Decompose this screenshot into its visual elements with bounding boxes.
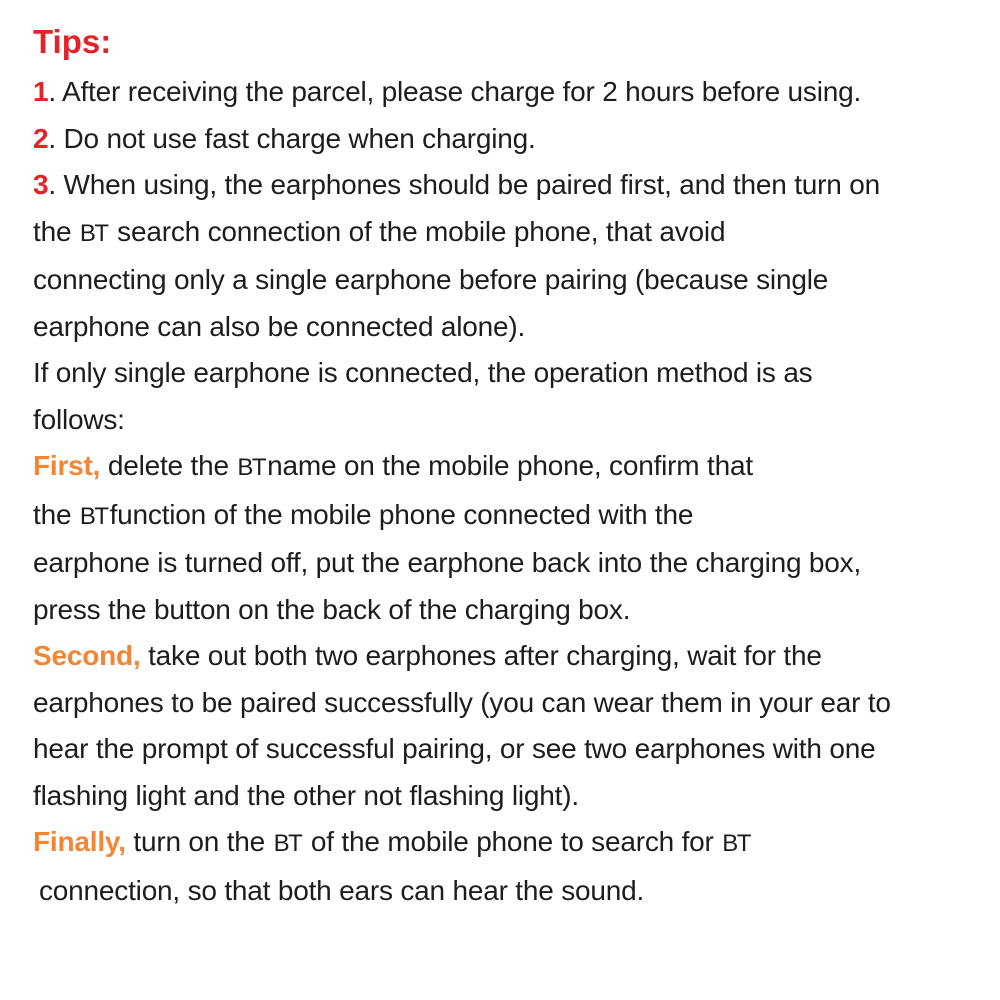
text-segment: press the button on the back of the charging box. (33, 593, 631, 625)
text-segment: . After receiving the parcel, please charge for 2 hours before using. (48, 76, 862, 107)
text-segment: take out both two earphones after charging, wait for the (140, 640, 822, 671)
text-line-7 (33, 350, 982, 397)
text-segment: delete the (100, 450, 237, 481)
text-line-11 (33, 540, 982, 587)
text-segment: hear the prompt of successful pairing, or see two earphones with one (33, 733, 876, 764)
text-line-16 (33, 773, 982, 820)
text-segment: of the mobile phone to search for (303, 826, 722, 857)
text-line-13 (33, 633, 982, 680)
text-segment: . When using, the earphones should be paired first, and then turn on (48, 169, 880, 200)
bt-label: BT (722, 830, 750, 857)
text-line-6 (33, 304, 982, 351)
text-segment: search connection of the mobile phone, that avoid (109, 215, 726, 247)
text-line-2 (33, 116, 982, 163)
text-segment: turn on the (125, 826, 273, 857)
text-segment: . Do not use fast charge when charging. (48, 122, 536, 154)
text-line-3 (33, 162, 982, 209)
text-segment: earphone is turned off, put the earphone back into the charging box, (33, 547, 862, 578)
text-segment: the (33, 498, 79, 530)
text-segment: flashing light and the other not flashing light). (33, 779, 579, 811)
bt-label: BT (79, 502, 108, 530)
emphasis-second: Second, (33, 640, 141, 671)
text-line-17 (33, 819, 982, 868)
tips-heading: Tips: (33, 23, 112, 60)
text-segment: connection, so that both ears can hear the sound. (39, 874, 645, 906)
text-line-10 (33, 492, 982, 541)
bt-label: BT (237, 454, 266, 481)
text-segment: name on the mobile phone, confirm that (267, 450, 753, 481)
tip-number-3: 3 (33, 169, 49, 200)
text-line-18 (33, 868, 982, 915)
tip-number-1: 1 (33, 76, 49, 107)
text-segment: earphone can also be connected alone). (33, 310, 526, 342)
text-segment: earphones to be paired successfully (you can wear them in your ear to (33, 686, 891, 718)
text-line-8 (33, 397, 982, 444)
text-line-4 (33, 209, 982, 258)
text-line-1 (33, 69, 982, 116)
text-line-12 (33, 587, 982, 634)
bt-label: BT (273, 830, 302, 857)
text-line-15 (33, 726, 982, 773)
emphasis-finally: Finally, (33, 826, 126, 857)
text-segment: function of the mobile phone connected with the (109, 498, 694, 530)
text-line-14 (33, 680, 982, 727)
text-line-5 (33, 257, 982, 304)
text-segment: connecting only a single earphone before pairing (because single (33, 264, 829, 295)
text-line-9 (33, 443, 982, 492)
bt-label: BT (79, 219, 108, 247)
emphasis-first: First, (33, 450, 101, 481)
text-segment: If only single earphone is connected, the operation method is as (33, 357, 813, 388)
tip-number-2: 2 (33, 122, 49, 154)
text-segment: follows: (33, 403, 125, 435)
text-segment: the (33, 215, 79, 247)
